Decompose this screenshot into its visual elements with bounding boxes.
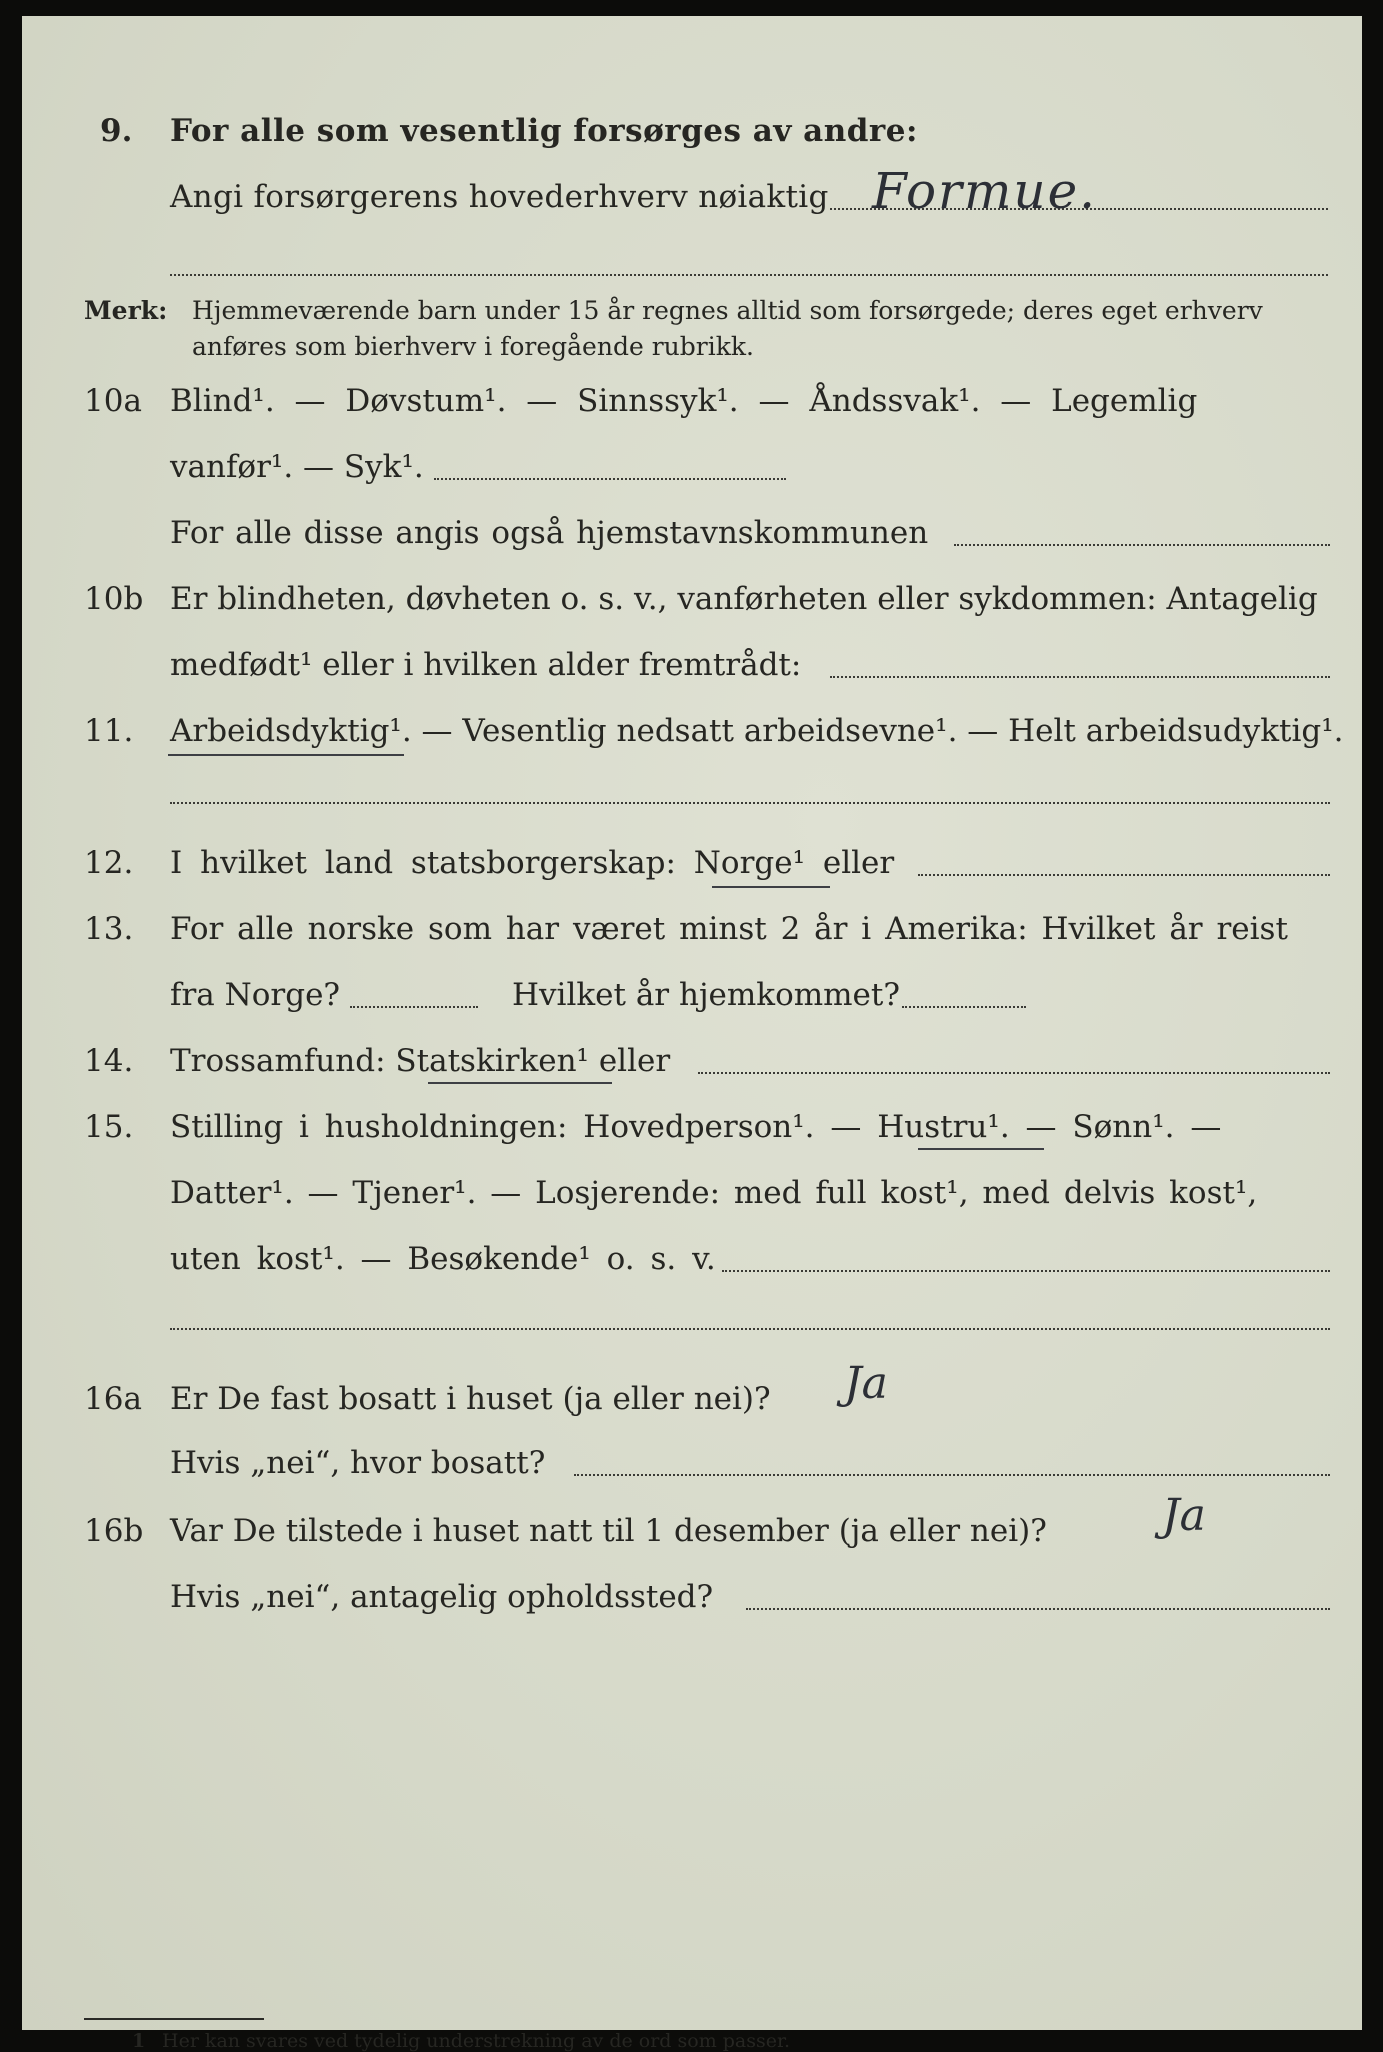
q11-number: 11. — [84, 713, 134, 749]
q12-number: 12. — [84, 845, 134, 881]
q16a-answer-line — [574, 1474, 1330, 1476]
footnote-rule — [84, 2018, 264, 2020]
q12-line-1: I hvilket land statsborgerskap: Norge¹ eller — [170, 845, 895, 881]
q12-handwritten-underline — [712, 886, 830, 888]
q16b-line-2: Hvis „nei“, antagelig opholdssted? — [170, 1579, 714, 1615]
q15-number: 15. — [84, 1109, 134, 1145]
footnote-text: Her kan svares ved tydelig understrekning av de ord som passer. — [162, 2030, 791, 2052]
q10a-line-3: For alle disse angis også hjemstavnskommunen — [170, 515, 929, 551]
q13-line-1: For alle norske som har været minst 2 år i Amerika: Hvilket år reist — [170, 911, 1288, 947]
q10b-line-1: Er blindheten, døvheten o. s. v., vanførheten eller sykdommen: Antagelig — [170, 581, 1318, 617]
q14-handwritten-underline — [428, 1082, 612, 1084]
q13-return-line — [902, 1006, 1026, 1008]
q13-line-2b: Hvilket år hjemkommet? — [512, 977, 900, 1013]
q16a-number: 16a — [84, 1381, 142, 1417]
q11-extra-line — [170, 802, 1330, 804]
q9-question: Angi forsørgerens hovederhverv nøiaktig — [170, 179, 829, 215]
q16a-handwritten-answer: Ja — [844, 1358, 888, 1409]
q16a-line-1: Er De fast bosatt i huset (ja eller nei)? — [170, 1381, 771, 1417]
q9-handwritten-answer: Formue. — [872, 162, 1098, 220]
q10a-line-1: Blind¹. — Døvstum¹. — Sinnssyk¹. — Åndssvak¹. — Legemlig — [170, 383, 1198, 419]
q13-line-2a: fra Norge? — [170, 977, 341, 1013]
q10a-hometown-line — [954, 544, 1330, 546]
q15-line-3: uten kost¹. — Besøkende¹ o. s. v. — [170, 1241, 716, 1277]
q13-number: 13. — [84, 911, 134, 947]
merk-line-1: Hjemmeværende barn under 15 år regnes alltid som forsørgede; deres eget erhverv — [192, 296, 1263, 325]
q13-departure-line — [350, 1006, 478, 1008]
q9-number: 9. — [100, 113, 133, 149]
q11-line-1: Arbeidsdyktig¹. — Vesentlig nedsatt arbeidsevne¹. — Helt arbeidsudyktig¹. — [170, 713, 1344, 749]
q16b-handwritten-answer: Ja — [1162, 1490, 1206, 1541]
q16b-line-1: Var De tilstede i huset natt til 1 desember (ja eller nei)? — [170, 1513, 1047, 1549]
q15-line-1: Stilling i husholdningen: Hovedperson¹. — Hustru¹. — Sønn¹. — — [170, 1109, 1222, 1145]
q10a-answer-line — [434, 478, 786, 480]
q11-handwritten-underline — [168, 754, 404, 756]
q14-number: 14. — [84, 1043, 134, 1079]
q15-handwritten-underline — [918, 1148, 1044, 1150]
q16a-line-2: Hvis „nei“, hvor bosatt? — [170, 1445, 546, 1481]
q15-answer-line — [722, 1270, 1330, 1272]
q10b-number: 10b — [84, 581, 144, 617]
merk-label: Merk: — [84, 296, 168, 325]
q10a-number: 10a — [84, 383, 142, 419]
q15-line-2: Datter¹. — Tjener¹. — Losjerende: med full kost¹, med delvis kost¹, — [170, 1175, 1258, 1211]
q14-answer-line — [698, 1072, 1330, 1074]
q14-line-1: Trossamfund: Statskirken¹ eller — [170, 1043, 671, 1079]
q9-heading: For alle som vesentlig forsørges av andre: — [170, 113, 918, 149]
q12-answer-line — [918, 874, 1330, 876]
footnote-mark: 1 — [132, 2030, 146, 2052]
q10a-line-2: vanfør¹. — Syk¹. — [170, 449, 424, 485]
q15-extra-line — [170, 1328, 1330, 1330]
q9-extra-line — [170, 274, 1328, 276]
q16b-answer-line — [746, 1608, 1330, 1610]
merk-line-2: anføres som bierhverv i foregående rubrikk. — [192, 332, 754, 361]
q16b-number: 16b — [84, 1513, 144, 1549]
q10b-line-2: medfødt¹ eller i hvilken alder fremtrådt: — [170, 647, 802, 683]
census-form-page — [22, 16, 1362, 2052]
q10b-answer-line — [830, 676, 1330, 678]
